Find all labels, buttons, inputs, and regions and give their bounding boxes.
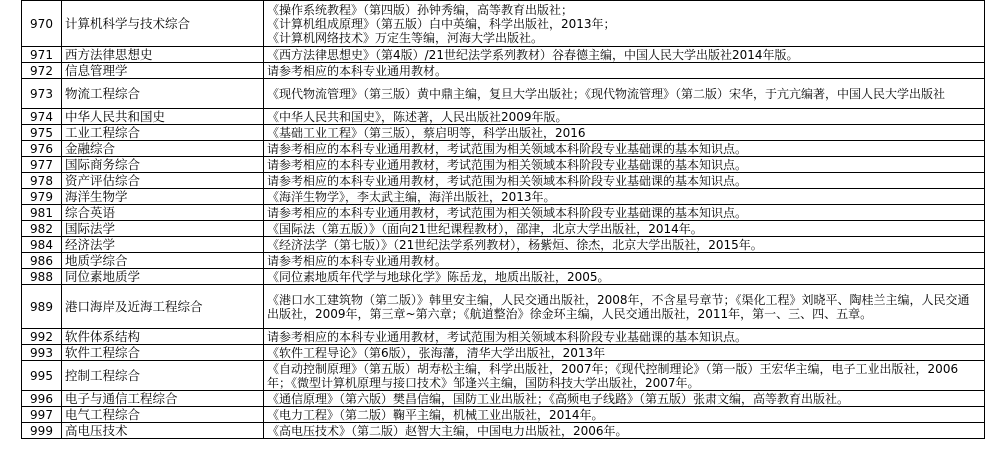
subject-name-cell: 国际法学 xyxy=(62,221,264,237)
subject-code-cell: 984 xyxy=(22,237,62,253)
reference-books-cell: 《软件工程导论》（第6版），张海藩，清华大学出版社，2013年 xyxy=(264,345,985,361)
reference-books-cell: 《港口水工建筑物（第二版）》韩里安主编，人民交通出版社，2008年，不含星号章节；《渠化工程》刘晓平、陶桂兰主编，人民交通出版社，2009年，第三章~第六章；《航道整治》徐金环主编，人民交通出版社，2011年，第一、三、四、五章。 xyxy=(264,285,985,329)
reference-books-cell: 请参考相应的本科专业通用教材。 xyxy=(264,63,985,79)
reference-books-cell: 《高电压技术》（第二版）赵智大主编，中国电力出版社，2006年。 xyxy=(264,423,985,439)
table-row xyxy=(22,173,985,189)
table-body xyxy=(22,1,985,439)
table-row xyxy=(22,269,985,285)
reference-books-cell: 《中华人民共和国史》，陈述著，人民出版社2009年版。 xyxy=(264,109,985,125)
table-row xyxy=(22,189,985,205)
subject-code-cell: 971 xyxy=(22,47,62,63)
subject-code-cell: 981 xyxy=(22,205,62,221)
exam-reference-table xyxy=(21,0,985,439)
subject-code-cell: 988 xyxy=(22,269,62,285)
reference-books-cell: 《通信原理》（第六版）樊昌信编，国防工业出版社；《高频电子线路》（第五版）张肃文编，高等教育出版社。 xyxy=(264,391,985,407)
subject-code-cell: 995 xyxy=(22,361,62,391)
table-row xyxy=(22,47,985,63)
reference-books-cell: 《同位素地质年代学与地球化学》陈岳龙，地质出版社，2005。 xyxy=(264,269,985,285)
subject-name-cell: 西方法律思想史 xyxy=(62,47,264,63)
table-row xyxy=(22,407,985,423)
reference-books-cell: 《电力工程》（第二版）鞠平主编，机械工业出版社，2014年。 xyxy=(264,407,985,423)
reference-books-cell: 请参考相应的本科专业通用教材，考试范围为相关领域本科阶段专业基础课的基本知识点。 xyxy=(264,173,985,189)
subject-name-cell: 海洋生物学 xyxy=(62,189,264,205)
subject-code-cell: 989 xyxy=(22,285,62,329)
table-row xyxy=(22,221,985,237)
reference-books-cell: 《海洋生物学》，李太武主编，海洋出版社，2013年。 xyxy=(264,189,985,205)
subject-name-cell: 经济法学 xyxy=(62,237,264,253)
reference-books-cell: 请参考相应的本科专业通用教材，考试范围为相关领域本科阶段专业基础课的基本知识点。 xyxy=(264,205,985,221)
table-row xyxy=(22,125,985,141)
subject-name-cell: 软件工程综合 xyxy=(62,345,264,361)
table-row xyxy=(22,423,985,439)
table-row xyxy=(22,345,985,361)
subject-name-cell: 信息管理学 xyxy=(62,63,264,79)
table-row xyxy=(22,285,985,329)
subject-name-cell: 综合英语 xyxy=(62,205,264,221)
reference-books-cell: 《国际法（第五版）》（面向21世纪课程教材），邵津，北京大学出版社，2014年。 xyxy=(264,221,985,237)
subject-code-cell: 973 xyxy=(22,79,62,109)
subject-name-cell: 电子与通信工程综合 xyxy=(62,391,264,407)
subject-name-cell: 高电压技术 xyxy=(62,423,264,439)
subject-code-cell: 993 xyxy=(22,345,62,361)
subject-name-cell: 地质学综合 xyxy=(62,253,264,269)
table-row xyxy=(22,253,985,269)
subject-name-cell: 工业工程综合 xyxy=(62,125,264,141)
subject-name-cell: 金融综合 xyxy=(62,141,264,157)
table-row xyxy=(22,237,985,253)
reference-books-cell: 《基础工业工程》（第三版），蔡启明等，科学出版社，2016 xyxy=(264,125,985,141)
subject-name-cell: 同位素地质学 xyxy=(62,269,264,285)
subject-name-cell: 计算机科学与技术综合 xyxy=(62,1,264,47)
reference-books-cell: 《西方法律思想史》（第4版）/21世纪法学系列教材）谷春德主编，中国人民大学出版社2014年版。 xyxy=(264,47,985,63)
reference-books-cell: 《自动控制原理》（第五版）胡寿松主编，科学出版社，2007年；《现代控制理论》（第一版）王宏华主编，电子工业出版社，2006年；《微型计算机原理与接口技术》邹逢兴主编，国防科技大学出版社，2007年。 xyxy=(264,361,985,391)
subject-code-cell: 977 xyxy=(22,157,62,173)
subject-code-cell: 997 xyxy=(22,407,62,423)
reference-books-cell: 《经济法学（第七版）》（21世纪法学系列教材），杨紫烜、徐杰，北京大学出版社，2015年。 xyxy=(264,237,985,253)
reference-books-cell: 请参考相应的本科专业通用教材。 xyxy=(264,253,985,269)
subject-name-cell: 中华人民共和国史 xyxy=(62,109,264,125)
table-row xyxy=(22,109,985,125)
table-row xyxy=(22,329,985,345)
table-row xyxy=(22,157,985,173)
reference-books-cell: 《现代物流管理》（第三版）黄中鼎主编，复旦大学出版社；《现代物流管理》（第二版）宋华，于亢亢编著，中国人民大学出版社 xyxy=(264,79,985,109)
subject-code-cell: 979 xyxy=(22,189,62,205)
subject-code-cell: 975 xyxy=(22,125,62,141)
subject-code-cell: 972 xyxy=(22,63,62,79)
subject-code-cell: 974 xyxy=(22,109,62,125)
reference-books-cell: 《操作系统教程》（第四版）孙钟秀编，高等教育出版社； 《计算机组成原理》（第五版）白中英编，科学出版社，2013年； 《计算机网络技术》万定生等编，河海大学出版社。 xyxy=(264,1,985,47)
subject-code-cell: 986 xyxy=(22,253,62,269)
table-row xyxy=(22,1,985,47)
subject-name-cell: 物流工程综合 xyxy=(62,79,264,109)
subject-code-cell: 982 xyxy=(22,221,62,237)
subject-code-cell: 970 xyxy=(22,1,62,47)
subject-code-cell: 976 xyxy=(22,141,62,157)
subject-name-cell: 国际商务综合 xyxy=(62,157,264,173)
subject-code-cell: 992 xyxy=(22,329,62,345)
table-row xyxy=(22,361,985,391)
table-row xyxy=(22,63,985,79)
table-row xyxy=(22,141,985,157)
subject-code-cell: 996 xyxy=(22,391,62,407)
subject-name-cell: 港口海岸及近海工程综合 xyxy=(62,285,264,329)
subject-name-cell: 电气工程综合 xyxy=(62,407,264,423)
subject-code-cell: 999 xyxy=(22,423,62,439)
subject-name-cell: 软件体系结构 xyxy=(62,329,264,345)
subject-name-cell: 控制工程综合 xyxy=(62,361,264,391)
reference-books-cell: 请参考相应的本科专业通用教材，考试范围为相关领域本科阶段专业基础课的基本知识点。 xyxy=(264,329,985,345)
reference-books-cell: 请参考相应的本科专业通用教材，考试范围为相关领域本科阶段专业基础课的基本知识点。 xyxy=(264,141,985,157)
table-row xyxy=(22,79,985,109)
table-row xyxy=(22,391,985,407)
table-row xyxy=(22,205,985,221)
subject-name-cell: 资产评估综合 xyxy=(62,173,264,189)
reference-books-cell: 请参考相应的本科专业通用教材，考试范围为相关领域本科阶段专业基础课的基本知识点。 xyxy=(264,157,985,173)
subject-code-cell: 978 xyxy=(22,173,62,189)
